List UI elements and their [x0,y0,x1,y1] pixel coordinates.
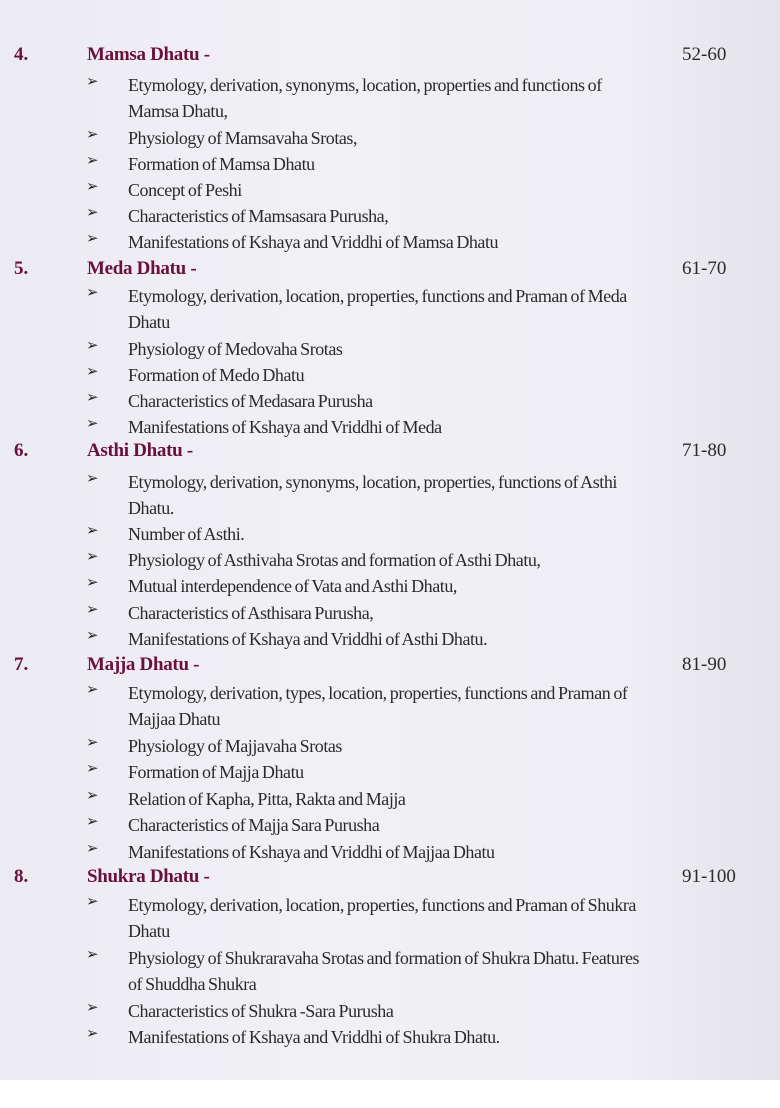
section-number: 8. [14,866,29,887]
section-title: Shukra Dhatu - [87,866,210,887]
arrow-bullet-icon: ➢ [86,814,99,830]
arrow-bullet-icon: ➢ [86,205,99,221]
arrow-bullet-icon: ➢ [86,628,99,644]
arrow-bullet-icon: ➢ [86,364,99,380]
arrow-bullet-icon: ➢ [86,471,99,487]
page-range: 61-70 [682,258,727,279]
document-page: 4. Mamsa Dhatu - 52-60 ➢ Etymology, derivation, synonyms, location, properties and functions of Mamsa Dhatu, ➢ Physiology of Mamsavaha Srotas, ➢ Formation of Mamsa Dhatu ➢ Concept of Peshi ➢ Characteristics of Mamsasara Purusha, ➢ Manifestations of Kshaya and Vriddhi of Mamsa Dhatu 5. Meda Dhatu - 61-70 ➢ Etymology, derivation, location, properties, functions and Praman of Meda Dhatu ➢ Physiology of Medovaha Srotas ➢ Formation of Medo Dhatu ➢ Characteristics of Medasara Purusha ➢ Manifestations of Kshaya and Vriddhi of Meda 6. Asthi Dhatu - 71-80 ➢ Etymology, derivation, synonyms, location, properties, functions of Asthi Dhatu. ➢ Number of Asthi. ➢ Physiology of Asthivaha Srotas and formation of Asthi Dhatu, ➢ Mutual interdependence of Vata and Asthi Dhatu, ➢ Characteristics of Asthisara Purusha, ➢ Manifestations of Kshaya and Vriddhi of Asthi Dhatu. 7. Majja Dhatu - 81-90 ➢ Etymology, derivation, types, location, properties, functions and Praman of Majjaa Dhatu ➢ Physiology of Majjavaha Srotas ➢ Formation of Majja Dhatu ➢ Relation of Kapha, Pitta, Rakta and Majja ➢ Characteristics of Majja Sara Purusha ➢ Manifestations of Kshaya and Vriddhi of Majjaa Dhatu 8. Shukra Dhatu - 91-100 ➢ Etymology, derivation, location, properties, functions and Praman of Shukra Dhatu ➢ Physiology of Shukraravaha Srotas and formation of Shukra Dhatu. Features of Shuddha Shukra ➢ Characteristics of Shukra -Sara Purusha ➢ Manifestations of Kshaya and Vriddhi of Shukra Dhatu. [0,0,780,1080]
arrow-bullet-icon: ➢ [86,1026,99,1042]
section-title: Mamsa Dhatu - [87,44,210,65]
page-range: 81-90 [682,654,727,675]
arrow-bullet-icon: ➢ [86,231,99,247]
section-title: Majja Dhatu - [87,654,200,675]
page-range: 52-60 [682,44,727,65]
arrow-bullet-icon: ➢ [86,602,99,618]
arrow-bullet-icon: ➢ [86,179,99,195]
section-title: Asthi Dhatu - [87,440,193,461]
section-number: 4. [14,44,29,65]
section-number: 5. [14,258,29,279]
arrow-bullet-icon: ➢ [86,682,99,698]
arrow-bullet-icon: ➢ [86,153,99,169]
section-number: 7. [14,654,29,675]
arrow-bullet-icon: ➢ [86,761,99,777]
arrow-bullet-icon: ➢ [86,1000,99,1016]
arrow-bullet-icon: ➢ [86,338,99,354]
arrow-bullet-icon: ➢ [86,523,99,539]
arrow-bullet-icon: ➢ [86,390,99,406]
arrow-bullet-icon: ➢ [86,894,99,910]
arrow-bullet-icon: ➢ [86,788,99,804]
section-title: Meda Dhatu - [87,258,197,279]
arrow-bullet-icon: ➢ [86,735,99,751]
arrow-bullet-icon: ➢ [86,127,99,143]
arrow-bullet-icon: ➢ [86,841,99,857]
page-range: 71-80 [682,440,727,461]
arrow-bullet-icon: ➢ [86,416,99,432]
arrow-bullet-icon: ➢ [86,575,99,591]
arrow-bullet-icon: ➢ [86,947,99,963]
arrow-bullet-icon: ➢ [86,549,99,565]
section-number: 6. [14,440,29,461]
page-range: 91-100 [682,866,736,887]
arrow-bullet-icon: ➢ [86,285,99,301]
arrow-bullet-icon: ➢ [86,74,99,90]
